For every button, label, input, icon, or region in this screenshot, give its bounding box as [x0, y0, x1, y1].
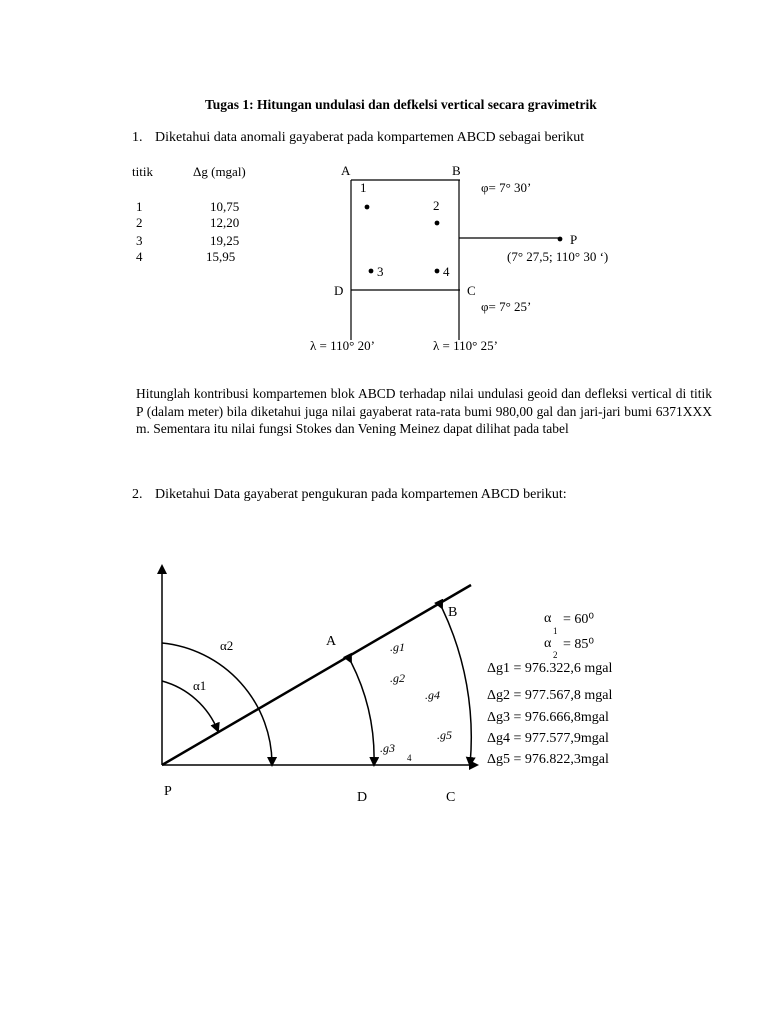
corner-d-label: D	[334, 283, 344, 298]
g1-label: .g1	[390, 640, 405, 654]
point-1-dot	[365, 205, 370, 210]
lambda-left-label: λ = 110° 20’	[310, 338, 375, 353]
q1-question-text: Hitunglah kontribusi kompartemen blok ABCD terhadap nilai undulasi geoid dan defleksi vertical di titik P (dalam meter) bila diketahui juga nilai gayaberat rata-rata bumi 980,00 gal dan jari-jari bumi 6371XXX m. Sementara itu nilai fungsi Stokes dan Vening Meinez dapat dilihat pada tabel	[136, 386, 712, 436]
q1-intro: Diketahui data anomali gayaberat pada kompartemen ABCD sebagai berikut	[155, 130, 585, 145]
alpha1-subscript: 1	[553, 626, 558, 636]
q2-intro: Diketahui Data gayaberat pengukuran pada kompartemen ABCD berikut:	[155, 487, 567, 502]
g4-label: .g4	[425, 688, 440, 702]
alpha2-arc	[162, 643, 272, 765]
g2-label: .g2	[390, 671, 405, 685]
label-d: D	[357, 790, 368, 805]
g3-label: .g3	[380, 741, 395, 755]
table-cell-dg: 19,25	[210, 233, 240, 248]
table-cell-titik: 2	[136, 215, 143, 230]
delta-g2-value: Δg2 = 977.567,8 mgal	[487, 688, 613, 703]
q1-number: 1.	[132, 130, 143, 145]
label-c: C	[446, 790, 456, 805]
g5-label: .g5	[437, 728, 452, 742]
table-cell-dg: 12,20	[210, 215, 240, 230]
alpha1-label: α1	[193, 678, 207, 693]
table-cell-titik: 3	[136, 233, 143, 248]
table-cell-titik: 1	[136, 199, 143, 214]
delta-g1-value: Δg1 = 976.322,6 mgal	[487, 661, 613, 676]
page-title: Tugas 1: Hitungan undulasi dan defkelsi vertical secara gravimetrik	[205, 97, 597, 112]
corner-c-label: C	[467, 283, 476, 298]
corner-b-label: B	[452, 163, 461, 178]
p-coordinates: (7° 27,5; 110° 30 ‘)	[507, 249, 609, 264]
alpha2-subscript: 2	[553, 650, 558, 660]
point-p-dot	[558, 237, 563, 242]
point-2-dot	[435, 221, 440, 226]
table-header-dg: Δg (mgal)	[193, 164, 246, 179]
phi-top-label: φ= 7° 30’	[481, 180, 532, 195]
point-3-label: 3	[377, 264, 384, 279]
lambda-right-label: λ = 110° 25’	[433, 338, 498, 353]
point-4-label: 4	[443, 264, 450, 279]
compartment-diagram	[300, 160, 640, 360]
corner-a-label: A	[341, 163, 351, 178]
alpha1-symbol: α	[544, 611, 552, 626]
label-p: P	[164, 784, 172, 799]
delta-g5-value: Δg5 = 976.822,3mgal	[487, 752, 609, 767]
q2-number: 2.	[132, 487, 143, 502]
phi-bottom-label: φ= 7° 25’	[481, 299, 532, 314]
label-a: A	[326, 634, 337, 649]
label-b: B	[448, 605, 458, 620]
arc-a-d	[351, 662, 374, 765]
alpha1-arc	[162, 681, 218, 731]
table-cell-dg: 10,75	[210, 199, 240, 214]
alpha2-value: = 85⁰	[563, 637, 595, 652]
direction-line-pb	[162, 585, 471, 765]
point-4-dot	[435, 269, 440, 274]
point-1-label: 1	[360, 180, 367, 195]
point-3-dot	[369, 269, 374, 274]
table-header-titik: titik	[132, 164, 153, 179]
delta-g3-value: Δg3 = 976.666,8mgal	[487, 710, 609, 725]
table-cell-titik: 4	[136, 249, 143, 264]
point-p-label: P	[570, 232, 578, 247]
alpha2-label: α2	[220, 638, 234, 653]
alpha1-value: = 60⁰	[563, 612, 595, 627]
point-2-label: 2	[433, 198, 440, 213]
stray-4-label: 4	[407, 753, 412, 763]
angle-diagram	[140, 550, 490, 810]
delta-g4-value: Δg4 = 977.577,9mgal	[487, 731, 609, 746]
alpha2-symbol: α	[544, 636, 552, 651]
table-cell-dg: 15,95	[206, 249, 236, 264]
